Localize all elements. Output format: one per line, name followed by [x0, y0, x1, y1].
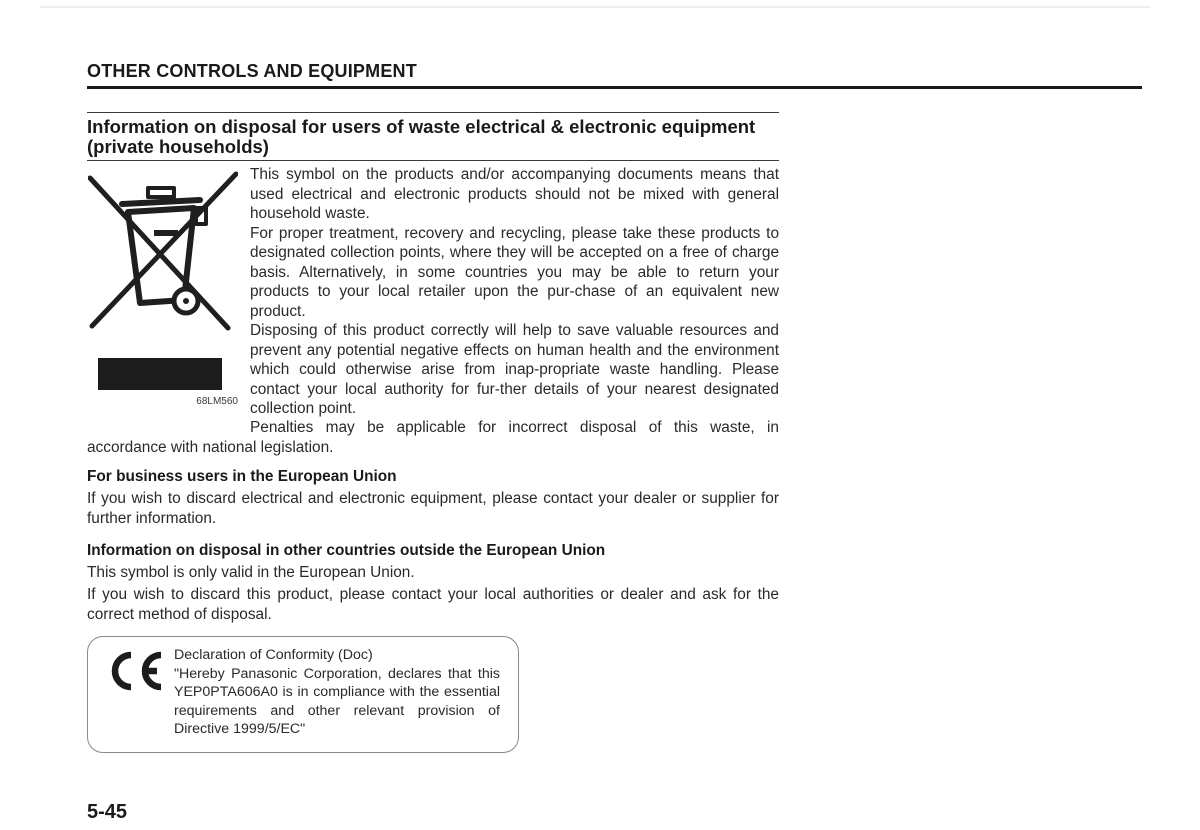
crossed-out-wheelie-bin-icon — [88, 170, 238, 335]
top-scan-line — [40, 6, 1150, 8]
topic-top-rule — [87, 112, 779, 113]
ce-mark-icon — [104, 647, 168, 695]
declaration-of-conformity-box — [87, 636, 519, 753]
business-users-text: If you wish to discard electrical and electronic equipment, please contact your dealer or supplier for further information. — [87, 490, 779, 527]
weee-symbol-figure — [88, 170, 238, 410]
penalties-paragraph: Penalties may be applicable for incorrect disposal of this waste, in accordance with national legislation. — [87, 419, 779, 456]
business-users-heading: For business users in the European Union — [87, 468, 397, 485]
declaration-title: Declaration of Conformity (Doc) — [174, 647, 373, 663]
other-countries-text-2: If you wish to discard this product, please contact your local authorities or dealer and ask for the correct method of disposal. — [87, 586, 779, 623]
other-countries-text-1: This symbol is only valid in the European Union. — [87, 564, 415, 581]
section-header: OTHER CONTROLS AND EQUIPMENT — [87, 61, 417, 81]
page-number: 5-45 — [87, 801, 128, 823]
topic-title: Information on disposal for users of waste electrical & electronic equipment (private households) — [87, 116, 756, 157]
symbol-meaning-paragraph: This symbol on the products and/or accompanying documents means that used electrical and electronic products should not be mixed with general household waste. — [250, 166, 779, 222]
topic-bottom-rule — [87, 160, 779, 161]
declaration-text — [174, 646, 500, 739]
private-households-text — [250, 165, 779, 419]
figure-code: 68LM560 — [196, 396, 238, 407]
correct-disposal-paragraph: Disposing of this product correctly will help to save valuable resources and prevent any potential negative effects on human health and the environment which could otherwise arise from inap-propriate waste handling. Please contact your local authority for fur-ther details of your nearest designated collection point. — [250, 322, 779, 417]
header-rule — [87, 86, 1142, 89]
black-bar-marking — [98, 358, 222, 390]
collection-points-paragraph: For proper treatment, recovery and recycling, please take these products to designated collection points, where they will be accepted on a free of charge basis. Alternatively, in some countries you may be able to return your products to your local retailer upon the pur-chase of an equivalent new product. — [250, 224, 779, 320]
other-countries-heading: Information on disposal in other countries outside the European Union — [87, 542, 606, 559]
declaration-statement: "Hereby Panasonic Corporation, declares that this YEP0PTA606A0 is in compliance with the essential requirements and other relevant provision of Directive 1999/5/EC" — [174, 665, 500, 738]
